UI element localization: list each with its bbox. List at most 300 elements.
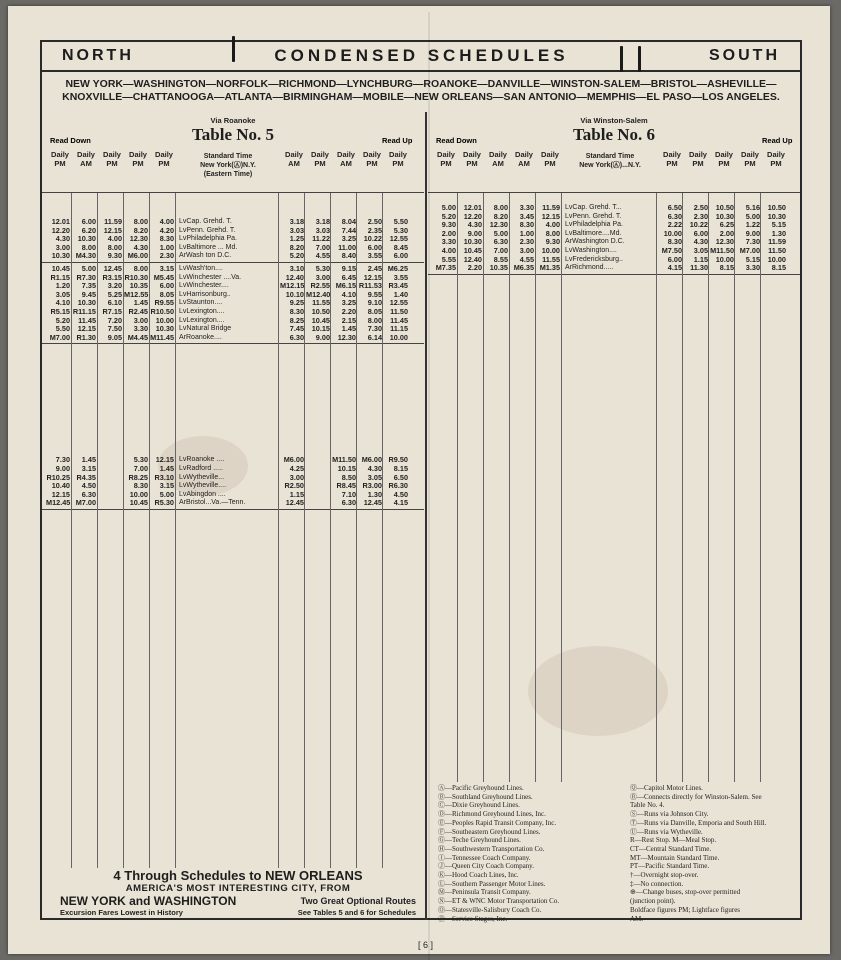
time-cell: 6.10: [107, 298, 122, 308]
column-head-ampm: PM: [158, 159, 170, 168]
legend-symbols: [630, 784, 800, 923]
table5-column-header: [42, 146, 424, 193]
column-head-ampm: AM: [80, 159, 92, 168]
time-cell: 3.03: [315, 225, 330, 235]
time-cell: 6.00: [393, 251, 408, 261]
time-cell: 7.00: [493, 246, 508, 255]
time-cell: 1.45: [133, 298, 148, 308]
time-cell: 1.00: [519, 228, 534, 238]
time-cell: 10.30: [155, 324, 174, 334]
time-cell: 12.20: [463, 211, 482, 221]
time-cell: 8.30: [133, 481, 148, 491]
time-cell: 10.30: [77, 298, 96, 308]
station-name: LvCap. Grehd. T...: [565, 204, 622, 211]
time-cell: 5.30: [393, 225, 408, 235]
time-cell: 4.30: [467, 220, 482, 230]
legend-symbol-item: †—Overnight stop-over.: [630, 871, 699, 880]
time-cell: 2.30: [693, 211, 708, 221]
time-cell: 6.45: [341, 272, 356, 282]
time-cell: 8.04: [341, 217, 356, 226]
time-cell: 11.55: [542, 254, 560, 264]
table6-read-down: Read Down: [436, 136, 477, 145]
time-cell: 8.20: [289, 242, 304, 252]
time-cell: 10.45: [129, 498, 148, 508]
time-cell: R11.53: [358, 281, 382, 291]
time-cell: 9.30: [545, 237, 560, 247]
column-head-daily-label: Daily: [311, 150, 329, 159]
column-head-daily-label: Daily: [337, 150, 355, 159]
time-cell: 3.30: [745, 263, 760, 273]
staple: [620, 46, 623, 72]
legend-symbol-item: (junction point).: [630, 897, 676, 906]
time-cell: 12.55: [389, 298, 408, 308]
time-cell: 8.00: [107, 242, 122, 252]
time-cell: R3.10: [154, 472, 174, 482]
time-cell: 7.50: [107, 324, 122, 334]
time-cell: 6.00: [667, 254, 682, 264]
time-cell: 10.35: [129, 281, 148, 291]
time-cell: R2.45: [128, 307, 148, 316]
time-cell: 7.30: [55, 455, 70, 465]
banner: [42, 42, 800, 72]
station-name: LvLexington....: [179, 316, 225, 324]
time-cell: 4.55: [315, 251, 330, 261]
time-cell: 7.20: [107, 315, 122, 325]
column-head-daily: [126, 150, 150, 168]
time-cell: 9.30: [441, 220, 456, 230]
time-cell: 3.05: [693, 246, 708, 255]
page-number: [ 6 ]: [418, 940, 434, 950]
time-cell: 8.30: [159, 234, 174, 244]
time-cell: 7.00: [315, 242, 330, 252]
promo-box: [52, 868, 424, 917]
standard-time-head: [564, 152, 656, 170]
time-cell: 4.30: [55, 234, 70, 244]
time-cell: 3.25: [341, 234, 356, 244]
time-cell: 8.05: [367, 307, 382, 316]
time-cell: 4.00: [545, 220, 560, 230]
column-head-ampm: PM: [666, 159, 678, 168]
column-head-ampm: PM: [744, 159, 756, 168]
time-cell: 4.00: [441, 246, 456, 255]
column-head-daily: [48, 150, 72, 168]
time-cell: 6.25: [719, 220, 734, 230]
station-name: ArWashington D.C.: [565, 238, 625, 246]
row-separator: [42, 262, 424, 263]
column-head-ampm: AM: [518, 159, 530, 168]
column-head-daily: [74, 150, 98, 168]
time-cell: 7.00: [133, 464, 148, 473]
legend-carrier-item: Ⓝ—ET & WNC Motor Transportation Co.: [438, 897, 560, 906]
time-cell: 10.22: [363, 234, 382, 244]
time-cell: M6.25: [387, 264, 408, 273]
time-cell: 4.10: [341, 289, 356, 299]
time-cell: 3.05: [55, 289, 70, 299]
time-cell: R9.50: [388, 455, 408, 465]
time-cell: 10.00: [389, 332, 408, 342]
time-cell: 6.00: [367, 242, 382, 252]
time-cell: 12.30: [337, 332, 356, 342]
legend-carrier-item: Ⓒ—Dixie Greyhound Lines.: [438, 801, 520, 810]
table5-read-down: Read Down: [50, 136, 91, 145]
time-cell: 8.50: [341, 472, 356, 482]
column-head-daily-label: Daily: [51, 150, 69, 159]
row-separator: [428, 192, 800, 193]
legend-symbol-item: PT—Pacific Standard Time.: [630, 862, 710, 871]
time-cell: 8.00: [545, 228, 560, 238]
time-cell: 8.15: [393, 464, 408, 473]
time-cell: 4.50: [393, 489, 408, 499]
column-head-daily: [460, 150, 484, 168]
column-head-daily-label: Daily: [155, 150, 173, 159]
time-cell: M12.40: [306, 289, 331, 299]
time-cell: 6.00: [81, 217, 96, 226]
legend-carrier-item: Ⓐ—Pacific Greyhound Lines.: [438, 784, 524, 792]
staple: [232, 36, 235, 62]
column-rule: [509, 192, 510, 782]
time-cell: 10.35: [489, 263, 508, 273]
promo-line-2: AMERICA'S MOST INTERESTING CITY, FROM: [125, 883, 351, 894]
time-cell: 4.30: [693, 237, 708, 247]
time-cell: 9.00: [315, 332, 330, 342]
time-cell: 9.25: [289, 298, 304, 308]
time-cell: 2.20: [467, 263, 482, 273]
column-head-daily: [434, 150, 458, 168]
time-cell: 6.14: [367, 332, 382, 342]
time-cell: 1.25: [289, 234, 304, 244]
legend-carrier-item: Ⓔ—Peoples Rapid Transit Company, Inc.: [438, 818, 557, 827]
legend-carrier-item: Ⓘ—Tennessee Coach Company.: [438, 853, 531, 862]
time-cell: R7.30: [76, 272, 96, 282]
time-cell: 3.00: [55, 242, 70, 252]
time-cell: 12.01: [51, 217, 70, 226]
time-cell: 10.00: [541, 246, 560, 255]
column-head-daily: [486, 150, 510, 168]
column-head-ampm: PM: [544, 159, 556, 168]
time-cell: 1.30: [367, 489, 382, 499]
time-cell: 10.00: [767, 254, 786, 264]
time-cell: 11.59: [542, 203, 560, 212]
standard-time-line: (Eastern Time): [203, 171, 253, 178]
station-name: LvFredericksburg..: [565, 255, 623, 263]
time-cell: 9.00: [467, 228, 482, 238]
time-cell: 3.18: [289, 217, 304, 226]
column-rule: [483, 192, 484, 782]
time-cell: 9.55: [367, 289, 382, 299]
time-cell: 3.05: [367, 472, 382, 482]
paper-fold: [428, 12, 430, 960]
time-cell: 5.00: [159, 489, 174, 499]
time-cell: 2.50: [693, 203, 708, 212]
time-cell: 5.00: [81, 264, 96, 273]
time-cell: 11.30: [690, 263, 708, 273]
column-head-ampm: AM: [288, 159, 300, 168]
station-name: LvWashington....: [565, 247, 617, 254]
time-cell: M4.30: [75, 251, 96, 261]
legend-carrier-item: Ⓜ—Peninsula Transit Company.: [438, 888, 531, 897]
station-name: LvBaltimore ... Md.: [179, 243, 238, 251]
time-cell: 2.00: [441, 228, 456, 238]
time-cell: 8.20: [493, 211, 508, 221]
time-cell: 5.20: [441, 211, 456, 221]
station-name: LvPhiladelphia Pa.: [565, 221, 623, 229]
column-head-daily: [512, 150, 536, 168]
center-divider: [425, 112, 427, 920]
time-cell: 3.03: [289, 225, 304, 235]
time-cell: 7.44: [341, 225, 356, 235]
column-head-daily-label: Daily: [129, 150, 147, 159]
time-cell: 3.00: [519, 246, 534, 255]
row-separator: [42, 343, 424, 344]
column-head-daily-label: Daily: [515, 150, 533, 159]
station-name: LvWash'ton....: [179, 265, 223, 272]
time-cell: 1.15: [693, 254, 708, 264]
legend-carrier-item: Ⓛ—Southern Passenger Motor Lines.: [438, 879, 546, 888]
time-cell: 8.40: [341, 251, 356, 261]
promo-line-4: Excursion Fares Lowest in History: [60, 908, 183, 917]
time-cell: 5.00: [441, 203, 456, 212]
column-head-daily-label: Daily: [489, 150, 507, 159]
time-cell: 12.40: [463, 254, 482, 264]
time-cell: 1.30: [771, 228, 786, 238]
time-cell: 3.45: [519, 211, 534, 221]
time-cell: 12.20: [51, 225, 70, 235]
time-cell: 9.10: [367, 298, 382, 308]
time-cell: M7.50: [661, 246, 682, 255]
row-separator: [42, 192, 424, 193]
station-name: LvRoanoke ....: [179, 456, 225, 464]
legend-carrier-item: Ⓓ—Richmond Greyhound Lines, Inc.: [438, 810, 546, 819]
time-cell: 7.10: [341, 489, 356, 499]
column-head-daily: [660, 150, 684, 168]
time-cell: M12.15: [280, 281, 305, 291]
column-head-daily: [152, 150, 176, 168]
column-rule: [278, 192, 279, 868]
time-cell: 5.00: [745, 211, 760, 221]
column-rule: [97, 192, 98, 868]
time-cell: 1.15: [289, 489, 304, 499]
time-cell: R9.55: [154, 298, 174, 308]
time-cell: 1.45: [81, 455, 96, 465]
table5-read-up: Read Up: [382, 136, 413, 145]
column-head-ampm: AM: [492, 159, 504, 168]
time-cell: 10.50: [715, 203, 734, 212]
station-name: LvLexington....: [179, 308, 225, 315]
time-cell: 12.40: [285, 272, 304, 282]
standard-time-line: New York(Ⓐ)...N.Y.: [579, 162, 641, 169]
time-cell: 6.30: [81, 489, 96, 499]
time-cell: 9.45: [81, 289, 96, 299]
time-cell: 8.15: [719, 263, 734, 273]
legend-symbol-item: Table No. 4.: [630, 801, 665, 810]
time-cell: R11.15: [72, 307, 96, 316]
column-rule: [304, 192, 305, 868]
time-cell: 12.15: [155, 455, 174, 465]
time-cell: R3.45: [388, 281, 408, 291]
legend-symbol-item: R—Rest Stop. M—Meal Stop.: [630, 836, 717, 845]
column-head-daily-label: Daily: [285, 150, 303, 159]
banner-left: NORTH: [62, 47, 134, 64]
column-head-ampm: PM: [466, 159, 478, 168]
time-cell: 12.15: [77, 324, 96, 334]
table5-body: [42, 192, 424, 882]
promo-line-3b: Two Great Optional Routes: [300, 896, 416, 906]
time-cell: 10.00: [155, 315, 174, 325]
promo-line-1: 4 Through Schedules to NEW ORLEANS: [113, 868, 363, 883]
time-cell: M7.00: [739, 246, 760, 255]
time-cell: 12.30: [715, 237, 734, 247]
time-cell: 3.55: [367, 251, 382, 261]
column-head-daily-label: Daily: [463, 150, 481, 159]
legend-carrier-item: Ⓕ—Southeastern Greyhound Lines.: [438, 827, 541, 836]
staple: [638, 46, 641, 72]
time-cell: 12.01: [463, 203, 482, 212]
time-cell: M7.00: [49, 332, 70, 342]
time-cell: 5.16: [745, 203, 760, 212]
time-cell: 3.15: [81, 464, 96, 473]
time-cell: 3.15: [159, 481, 174, 491]
time-cell: 2.20: [341, 307, 356, 316]
time-cell: 10.00: [715, 254, 734, 264]
legend-carrier-item: Ⓞ—Statesville-Salisbury Coach Co.: [438, 905, 542, 914]
city-line-2: KNOXVILLE—CHATTANOOGA—ATLANTA—BIRMINGHAM—MOBILE—NEW ORLEANS—SAN ANTONIO—MEMPHIS—EL PASO—LOS ANGELES.: [62, 91, 780, 103]
time-cell: 4.50: [81, 481, 96, 491]
time-cell: 6.30: [289, 332, 304, 342]
column-head-daily: [282, 150, 306, 168]
column-head-daily-label: Daily: [77, 150, 95, 159]
column-head-daily-label: Daily: [541, 150, 559, 159]
column-head-daily: [360, 150, 384, 168]
time-cell: 12.15: [363, 272, 382, 282]
time-cell: 6.00: [159, 281, 174, 291]
time-cell: 11.55: [312, 298, 330, 308]
time-cell: 11.50: [768, 246, 786, 255]
time-cell: 10.50: [767, 203, 786, 212]
time-cell: 10.00: [663, 228, 682, 238]
time-cell: R4.35: [76, 472, 96, 482]
column-rule: [382, 192, 383, 868]
time-cell: 3.00: [289, 472, 304, 482]
time-cell: 6.30: [341, 498, 356, 508]
time-cell: 3.15: [159, 264, 174, 273]
time-cell: M5.45: [153, 272, 174, 282]
time-cell: 9.15: [341, 264, 356, 273]
time-cell: 1.45: [159, 464, 174, 473]
time-cell: 3.30: [519, 203, 534, 212]
time-cell: 4.00: [107, 234, 122, 244]
time-cell: 8.15: [771, 263, 786, 273]
station-name: ArWash ton D.C.: [179, 252, 232, 260]
banner-title: CONDENSED SCHEDULES: [274, 46, 569, 65]
station-name: LvWinchester....: [179, 282, 229, 290]
time-cell: 9.30: [107, 251, 122, 261]
time-cell: 10.00: [129, 489, 148, 499]
time-cell: R3.00: [362, 481, 382, 491]
time-cell: M6.00: [283, 455, 304, 465]
column-head-daily-label: Daily: [363, 150, 381, 159]
time-cell: 10.30: [767, 211, 786, 221]
time-cell: 12.45: [363, 498, 382, 508]
time-cell: 5.55: [441, 254, 456, 264]
legend-symbol-item: ⊕—Change buses, stop-over permitted: [630, 888, 741, 897]
column-head-daily-label: Daily: [767, 150, 785, 159]
station-name: LvPhiladelphia Pa.: [179, 235, 237, 243]
time-cell: 11.59: [768, 237, 786, 247]
time-cell: 5.15: [745, 254, 760, 264]
legend-symbol-item: CT—Central Standard Time.: [630, 844, 712, 853]
column-head-daily: [738, 150, 762, 168]
column-head-daily-label: Daily: [689, 150, 707, 159]
time-cell: 3.20: [107, 281, 122, 291]
column-head-daily: [100, 150, 124, 168]
legend-symbol-item: Ⓠ—Capitol Motor Lines.: [630, 784, 703, 792]
time-cell: 12.55: [389, 234, 408, 244]
standard-time-line: Standard Time: [203, 153, 253, 160]
table6-body: [428, 192, 800, 792]
time-cell: 12.15: [51, 489, 70, 499]
station-name: ArRoanoke....: [179, 333, 222, 341]
column-head-ampm: PM: [440, 159, 452, 168]
time-cell: 10.45: [463, 246, 482, 255]
legend-symbol-item: Ⓡ—Connects directly for Winston-Salem. See: [630, 792, 762, 801]
column-rule: [71, 192, 72, 868]
time-cell: R1.30: [76, 332, 96, 342]
time-cell: M7.00: [75, 498, 96, 508]
time-cell: 2.45: [367, 264, 382, 273]
column-rule: [457, 192, 458, 782]
time-cell: 2.35: [367, 225, 382, 235]
time-cell: R5.15: [50, 307, 70, 316]
column-head-daily: [386, 150, 410, 168]
column-rule: [123, 192, 124, 868]
time-cell: 6.00: [693, 228, 708, 238]
time-cell: 7.35: [81, 281, 96, 291]
time-cell: 8.55: [493, 254, 508, 264]
time-cell: R8.45: [336, 481, 356, 491]
column-head-daily: [686, 150, 710, 168]
column-rule: [734, 192, 735, 782]
column-head-ampm: AM: [340, 159, 352, 168]
time-cell: 3.55: [393, 272, 408, 282]
legend-carrier-item: Ⓙ—Queen City Coach Company.: [438, 862, 534, 871]
time-cell: 4.30: [133, 242, 148, 252]
time-cell: 10.15: [311, 324, 330, 334]
time-cell: M1.35: [539, 263, 560, 273]
table5-via: Via Roanoke: [210, 116, 256, 125]
column-rule: [175, 192, 176, 868]
time-cell: 6.30: [667, 211, 682, 221]
station-name: LvRadford .....: [179, 465, 223, 472]
time-cell: 10.30: [715, 211, 734, 221]
time-cell: 10.15: [337, 464, 356, 473]
table6-via: Via Winston-Salem: [580, 116, 648, 125]
time-cell: 5.30: [133, 455, 148, 465]
time-cell: 8.20: [133, 225, 148, 235]
time-cell: M6.00: [127, 251, 148, 261]
table6-read-up: Read Up: [762, 136, 793, 145]
time-cell: 8.45: [393, 242, 408, 252]
time-cell: 9.05: [107, 332, 122, 342]
station-name: LvWytheville...: [179, 473, 225, 481]
time-cell: M6.00: [361, 455, 382, 465]
time-cell: 8.30: [667, 237, 682, 247]
time-cell: 10.50: [311, 307, 330, 316]
time-cell: 10.10: [285, 289, 304, 299]
time-cell: M6.35: [513, 263, 534, 273]
column-head-ampm: PM: [718, 159, 730, 168]
station-name: LvPenn. Grehd. T.: [179, 226, 236, 234]
time-cell: 7.30: [745, 237, 760, 247]
